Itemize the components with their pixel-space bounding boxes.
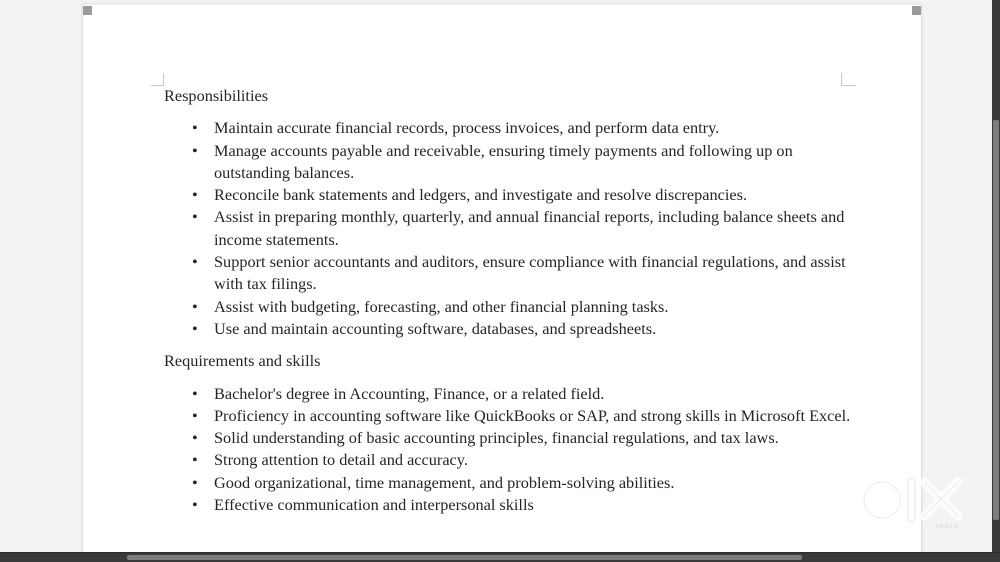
page-corner-handle-top-right <box>912 6 921 15</box>
list-item: • Assist in preparing monthly, quarterly, and annual financial reports, including balance sheets and income statements. <box>192 207 845 249</box>
bullet-icon: • <box>192 495 198 515</box>
list-item: • Strong attention to detail and accuracy. <box>214 449 864 471</box>
list-item: • Manage accounts payable and receivable, ensuring timely payments and following up on outstanding balances. <box>192 140 793 182</box>
bullet-icon: • <box>192 472 198 492</box>
bullet-icon: • <box>192 428 198 448</box>
vertical-scrollbar-thumb[interactable] <box>993 120 999 520</box>
bullet-icon: • <box>192 296 198 316</box>
list-item: • Reconcile bank statements and ledgers, and investigate and resolve discrepancies. <box>214 184 864 206</box>
section-heading-responsibilities: Responsibilities <box>164 86 269 105</box>
bullet-icon: • <box>192 140 198 160</box>
list-item: • Solid understanding of basic accounting principles, financial regulations, and tax laws. <box>214 427 864 449</box>
document-body[interactable] <box>164 85 864 526</box>
list-item: • Support senior accountants and auditors, ensure compliance with financial regulations, and assist with tax filings. <box>192 252 846 294</box>
list-item: • Maintain accurate financial records, process invoices, and perform data entry. <box>214 117 864 139</box>
bullet-icon: • <box>192 185 198 205</box>
bullet-icon: • <box>192 450 198 470</box>
list-item: • Proficiency in accounting software like QuickBooks or SAP, and strong skills in Microsoft Excel. <box>214 405 864 427</box>
list-item: • Assist with budgeting, forecasting, and other financial planning tasks. <box>214 296 864 318</box>
document-page[interactable] <box>82 4 922 552</box>
list-item: • Use and maintain accounting software, databases, and spreadsheets. <box>214 318 864 340</box>
bullet-icon: • <box>192 207 198 227</box>
olx-watermark-logo <box>862 474 972 534</box>
olx-logo-icon <box>862 474 972 534</box>
bullet-icon: • <box>192 383 198 403</box>
text-margin-marker-left <box>151 73 164 86</box>
vertical-scrollbar[interactable] <box>992 0 1000 562</box>
horizontal-scrollbar[interactable] <box>0 552 1000 562</box>
section-heading-requirements: Requirements and skills <box>164 351 321 371</box>
list-item: • Bachelor's degree in Accounting, Finance, or a related field. <box>214 383 864 405</box>
responsibilities-list <box>164 117 864 340</box>
bullet-icon: • <box>192 252 198 272</box>
page-corner-handle-top-left <box>83 6 92 15</box>
svg-text:INDIA: INDIA <box>936 524 960 530</box>
bullet-icon: • <box>192 405 198 425</box>
bullet-icon: • <box>192 318 198 338</box>
list-item: • Good organizational, time management, and problem-solving abilities. <box>214 472 864 494</box>
requirements-list <box>164 383 864 517</box>
list-item: • Effective communication and interpersonal skills <box>214 494 864 516</box>
bullet-icon: • <box>192 118 198 138</box>
horizontal-scrollbar-thumb[interactable] <box>127 555 802 560</box>
